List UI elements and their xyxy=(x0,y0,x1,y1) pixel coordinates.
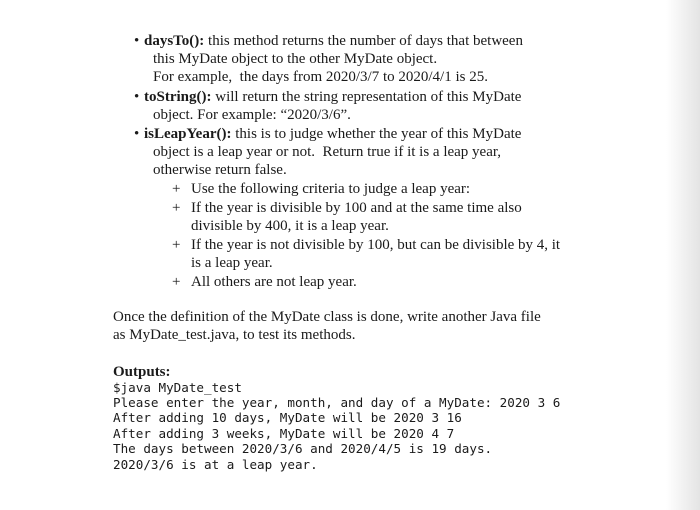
console-line: After adding 10 days, MyDate will be 2020 3 16 xyxy=(113,410,462,425)
plus-bullet-icon: + xyxy=(172,237,181,253)
criteria-item: Use the following criteria to judge a leap year: xyxy=(191,181,471,197)
method-desc-line: object. For example: “2020/3/6”. xyxy=(153,107,351,123)
console-line: $java MyDate_test xyxy=(113,380,242,395)
method-desc: this method returns the number of days that between xyxy=(204,33,523,49)
method-desc-line: object is a leap year or not. Return true if it is a leap year, xyxy=(153,144,502,160)
method-desc: this is to judge whether the year of this MyDate xyxy=(231,126,522,142)
method-desc-line: this MyDate object to the other MyDate object. xyxy=(153,51,438,67)
criteria-item-cont: is a leap year. xyxy=(191,255,273,271)
method-desc: will return the string representation of this MyDate xyxy=(211,89,522,105)
method-isleapyear xyxy=(144,125,521,143)
closing-paragraph: Once the definition of the MyDate class is done, write another Java file xyxy=(113,309,541,325)
console-line: The days between 2020/3/6 and 2020/4/5 is 19 days. xyxy=(113,441,493,456)
closing-paragraph-cont: as MyDate_test.java, to test its methods. xyxy=(113,327,356,343)
criteria-item: If the year is divisible by 100 and at the same time also xyxy=(191,200,522,216)
console-line: 2020/3/6 is at a leap year. xyxy=(113,457,318,472)
plus-bullet-icon: + xyxy=(172,200,181,216)
method-name: daysTo(): xyxy=(144,33,205,49)
method-desc-line: otherwise return false. xyxy=(153,162,287,178)
method-name: toString(): xyxy=(144,89,212,105)
plus-bullet-icon: + xyxy=(172,181,181,197)
bullet-icon: • xyxy=(134,33,140,49)
console-line: After adding 3 weeks, MyDate will be 2020 4 7 xyxy=(113,426,455,441)
method-name: isLeapYear(): xyxy=(144,126,232,142)
method-daysto xyxy=(144,32,523,50)
criteria-item: All others are not leap year. xyxy=(191,274,357,290)
criteria-item-cont: divisible by 400, it is a leap year. xyxy=(191,218,389,234)
plus-bullet-icon: + xyxy=(172,274,181,290)
method-tostring xyxy=(144,88,521,106)
bullet-icon: • xyxy=(134,126,140,142)
page-edge-shadow xyxy=(666,0,700,510)
criteria-item: If the year is not divisible by 100, but can be divisible by 4, it xyxy=(191,237,561,253)
bullet-icon: • xyxy=(134,89,140,105)
console-line: Please enter the year, month, and day of a MyDate: 2020 3 6 xyxy=(113,395,561,410)
method-desc-line: For example, the days from 2020/3/7 to 2020/4/1 is 25. xyxy=(153,69,488,85)
outputs-heading: Outputs: xyxy=(113,364,171,380)
